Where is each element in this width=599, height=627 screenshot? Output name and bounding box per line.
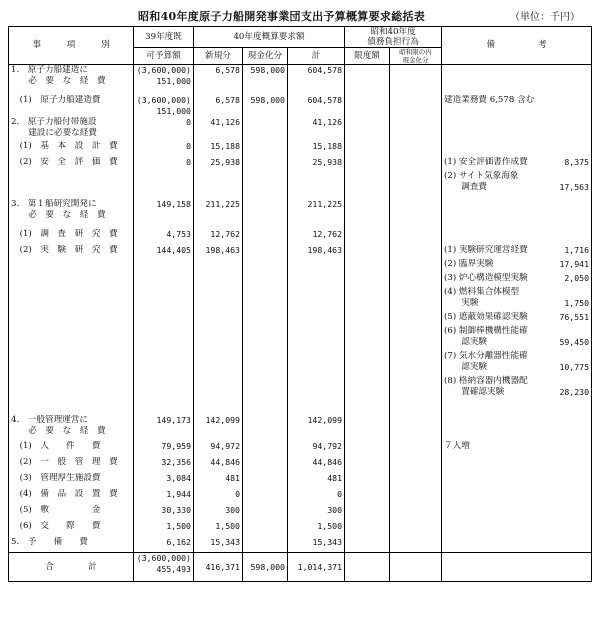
row-total: 0: [288, 489, 345, 505]
row-remarks: [442, 245, 592, 415]
table-row: [9, 457, 592, 473]
remark-label: (1) 安全評価書作成費: [444, 156, 528, 167]
row-debt-cash: [390, 521, 442, 537]
row-debt-cash: [390, 473, 442, 489]
row-cash: [243, 473, 288, 489]
total-total: 1,014,371: [288, 553, 345, 582]
row-prev: 0: [134, 141, 194, 157]
row-remarks: [442, 229, 592, 245]
remark-value: 76,551: [559, 311, 590, 322]
row-new: 94,972: [194, 441, 243, 457]
row-new: 15,343: [194, 537, 243, 553]
row-new: 41,126: [194, 117, 243, 141]
row-limit: [345, 157, 390, 199]
row-debt-cash: [390, 229, 442, 245]
remark-value: 1,750: [564, 297, 590, 308]
table-row: [9, 521, 592, 537]
row-new: 44,846: [194, 457, 243, 473]
row-remarks: [442, 117, 592, 141]
row-limit: [345, 457, 390, 473]
row-total: 198,463: [288, 245, 345, 415]
row-remarks: [442, 441, 592, 457]
row-item: (2) 一 般 管 理 費: [9, 457, 134, 473]
document-title: 昭和40年度原子力船開発事業団支出予算概算要求総括表: [138, 10, 426, 23]
row-limit: [345, 95, 390, 117]
remark-line: [444, 351, 589, 373]
remark-value: 17,941: [559, 258, 590, 269]
header-total: 計: [288, 48, 345, 65]
row-cash: [243, 157, 288, 199]
row-remarks: [442, 489, 592, 505]
row-remarks: [442, 457, 592, 473]
row-debt-cash: [390, 141, 442, 157]
row-total: 142,099: [288, 415, 345, 441]
row-prev: 79,959: [134, 441, 194, 457]
table-row: [9, 245, 592, 415]
remark-label: (5) 遮蔽効果確認実験: [444, 311, 528, 322]
row-new: 0: [194, 489, 243, 505]
row-cash: [243, 199, 288, 229]
row-new: 142,099: [194, 415, 243, 441]
row-total: 12,762: [288, 229, 345, 245]
row-item: (6) 交 際 費: [9, 521, 134, 537]
row-remarks: [442, 473, 592, 489]
remark-line: [444, 259, 589, 270]
remark-label: (6) 制御棒機構性能確 認実験: [444, 325, 528, 347]
row-total: 604,578: [288, 65, 345, 95]
row-remarks: [442, 95, 592, 117]
row-cash: [243, 141, 288, 157]
table-row: [9, 489, 592, 505]
row-debt-cash: [390, 157, 442, 199]
remark-line: [444, 326, 589, 348]
row-total: 15,188: [288, 141, 345, 157]
row-debt-cash: [390, 245, 442, 415]
remark-line: [444, 157, 589, 168]
table-row: [9, 157, 592, 199]
row-cash: [243, 489, 288, 505]
remark-value: 28,230: [559, 386, 590, 397]
remark-line: [444, 312, 589, 323]
row-item: 1. 原子力船建造に 必 要 な 経 費: [9, 65, 134, 95]
row-cash: [243, 415, 288, 441]
unit-label: （単位：千円）: [510, 12, 580, 23]
row-prev: 0: [134, 117, 194, 141]
header-treasury: 現金化分: [243, 48, 288, 65]
header-remarks: 備 考: [442, 27, 592, 65]
table-row: [9, 141, 592, 157]
remark-line: [444, 441, 589, 452]
remark-value: 8,375: [564, 156, 590, 167]
row-item: 2. 原子力船付帯施設 建設に必要な経費: [9, 117, 134, 141]
row-remarks: [442, 537, 592, 553]
row-item: (3) 管理厚生施設費: [9, 473, 134, 489]
remark-label: (4) 燃料集合体模型 実験: [444, 286, 520, 308]
row-remarks: [442, 157, 592, 199]
row-cash: [243, 537, 288, 553]
row-cash: [243, 457, 288, 473]
row-total: 41,126: [288, 117, 345, 141]
row-total: 211,225: [288, 199, 345, 229]
total-debt-cash: [390, 553, 442, 582]
table-row: [9, 473, 592, 489]
row-total: 1,500: [288, 521, 345, 537]
row-item: (1) 基 本 設 計 費: [9, 141, 134, 157]
remark-line: [444, 95, 589, 106]
row-prev: (3,600,000) 151,000: [134, 95, 194, 117]
remark-label: (8) 格納容器内機器配 置確認実験: [444, 375, 528, 397]
remark-line: [444, 245, 589, 256]
row-new: 300: [194, 505, 243, 521]
row-debt-cash: [390, 65, 442, 95]
row-debt-cash: [390, 489, 442, 505]
row-total: 44,846: [288, 457, 345, 473]
row-limit: [345, 117, 390, 141]
row-cash: [243, 229, 288, 245]
row-remarks: [442, 415, 592, 441]
row-debt-cash: [390, 117, 442, 141]
row-debt-cash: [390, 441, 442, 457]
row-cash: [243, 521, 288, 537]
row-item: (1) 原子力船建造費: [9, 95, 134, 117]
row-prev: 30,330: [134, 505, 194, 521]
remark-value: 2,050: [564, 272, 590, 283]
row-debt-cash: [390, 415, 442, 441]
total-new: 416,371: [194, 553, 243, 582]
row-item: (1) 調 査 研 究 費: [9, 229, 134, 245]
row-cash: [243, 505, 288, 521]
remark-label: (2) サイト気象海象 調査費: [444, 170, 519, 192]
row-item: (2) 実 験 研 究 費: [9, 245, 134, 415]
row-cash: [243, 441, 288, 457]
row-cash: 598,000: [243, 65, 288, 95]
remark-line: [444, 376, 589, 398]
row-new: 6,578: [194, 65, 243, 95]
row-prev: 0: [134, 157, 194, 199]
table-row: [9, 505, 592, 521]
remark-value: 17,563: [559, 181, 590, 192]
row-item: 4. 一般管理運営に 必 要 な 経 費: [9, 415, 134, 441]
remark-label: (1) 実験研究運営経費: [444, 244, 528, 255]
table-row: [9, 537, 592, 553]
row-new: 198,463: [194, 245, 243, 415]
row-prev: 3,084: [134, 473, 194, 489]
remark-line: [444, 273, 589, 284]
header-item: 事 項 別: [9, 27, 134, 65]
row-prev: 6,162: [134, 537, 194, 553]
row-new: 25,938: [194, 157, 243, 199]
row-debt-cash: [390, 199, 442, 229]
row-remarks: [442, 505, 592, 521]
row-limit: [345, 489, 390, 505]
row-item: (5) 敷 金: [9, 505, 134, 521]
remark-label: (7) 気水分離器性能確 認実験: [444, 350, 528, 372]
budget-table: [8, 26, 592, 582]
total-limit: [345, 553, 390, 582]
row-prev: 144,405: [134, 245, 194, 415]
row-total: 604,578: [288, 95, 345, 117]
total-row: [9, 553, 592, 582]
remark-label: (2) 臨界実験: [444, 258, 494, 269]
row-total: 94,792: [288, 441, 345, 457]
header-debt-sub: 昭和限の内 現金化分: [390, 48, 442, 65]
row-limit: [345, 537, 390, 553]
row-remarks: [442, 199, 592, 229]
row-cash: [243, 245, 288, 415]
total-remarks: [442, 553, 592, 582]
row-item: 3. 第１船研究開発に 必 要 な 経 費: [9, 199, 134, 229]
remark-value: 10,775: [559, 361, 590, 372]
row-total: 25,938: [288, 157, 345, 199]
row-limit: [345, 229, 390, 245]
row-total: 481: [288, 473, 345, 489]
row-prev: 4,753: [134, 229, 194, 245]
table-row: [9, 199, 592, 229]
row-new: 6,578: [194, 95, 243, 117]
row-new: 12,762: [194, 229, 243, 245]
row-limit: [345, 521, 390, 537]
row-remarks: [442, 141, 592, 157]
remark-label: 建造業務費 6,578 含む: [444, 94, 535, 105]
row-prev: 1,500: [134, 521, 194, 537]
row-cash: 598,000: [243, 95, 288, 117]
row-remarks: [442, 521, 592, 537]
row-debt-cash: [390, 505, 442, 521]
row-debt-cash: [390, 457, 442, 473]
header-prev-year: 39年度既: [134, 27, 194, 48]
row-total: 300: [288, 505, 345, 521]
row-prev: 32,356: [134, 457, 194, 473]
row-limit: [345, 245, 390, 415]
header-request-group: 40年度概算要求額: [194, 27, 345, 48]
row-limit: [345, 505, 390, 521]
row-debt-cash: [390, 95, 442, 117]
remark-value: 59,450: [559, 336, 590, 347]
remark-label: ７人増: [444, 440, 470, 451]
remark-line: [444, 171, 589, 193]
row-prev: (3,600,000) 151,000: [134, 65, 194, 95]
row-item: 5. 予 備 費: [9, 537, 134, 553]
table-row: [9, 415, 592, 441]
row-prev: 149,173: [134, 415, 194, 441]
header-debt-group: 昭和40年度 債務負担行為: [345, 27, 442, 48]
table-row: [9, 229, 592, 245]
row-limit: [345, 141, 390, 157]
header-new: 新規分: [194, 48, 243, 65]
row-remarks: [442, 65, 592, 95]
row-new: 15,188: [194, 141, 243, 157]
header-prev-year-sub: 可予算額: [134, 48, 194, 65]
table-row: [9, 441, 592, 457]
row-debt-cash: [390, 537, 442, 553]
row-limit: [345, 473, 390, 489]
row-new: 1,500: [194, 521, 243, 537]
total-prev: (3,600,000) 455,493: [134, 553, 194, 582]
total-label: 合 計: [9, 553, 134, 582]
row-item: (4) 備 品 設 置 費: [9, 489, 134, 505]
row-limit: [345, 415, 390, 441]
row-item: (1) 人 件 費: [9, 441, 134, 457]
row-total: 15,343: [288, 537, 345, 553]
remark-label: (3) 炉心構造模型実験: [444, 272, 528, 283]
row-limit: [345, 65, 390, 95]
table-row: [9, 117, 592, 141]
row-new: 211,225: [194, 199, 243, 229]
remark-value: 1,716: [564, 244, 590, 255]
total-cash: 598,000: [243, 553, 288, 582]
row-new: 481: [194, 473, 243, 489]
row-prev: 1,944: [134, 489, 194, 505]
table-row: [9, 65, 592, 95]
row-cash: [243, 117, 288, 141]
row-prev: 149,158: [134, 199, 194, 229]
table-row: [9, 95, 592, 117]
remark-line: [444, 287, 589, 309]
row-limit: [345, 199, 390, 229]
header-limit: 限度額: [345, 48, 390, 65]
row-limit: [345, 441, 390, 457]
row-item: (2) 安 全 評 価 費: [9, 157, 134, 199]
